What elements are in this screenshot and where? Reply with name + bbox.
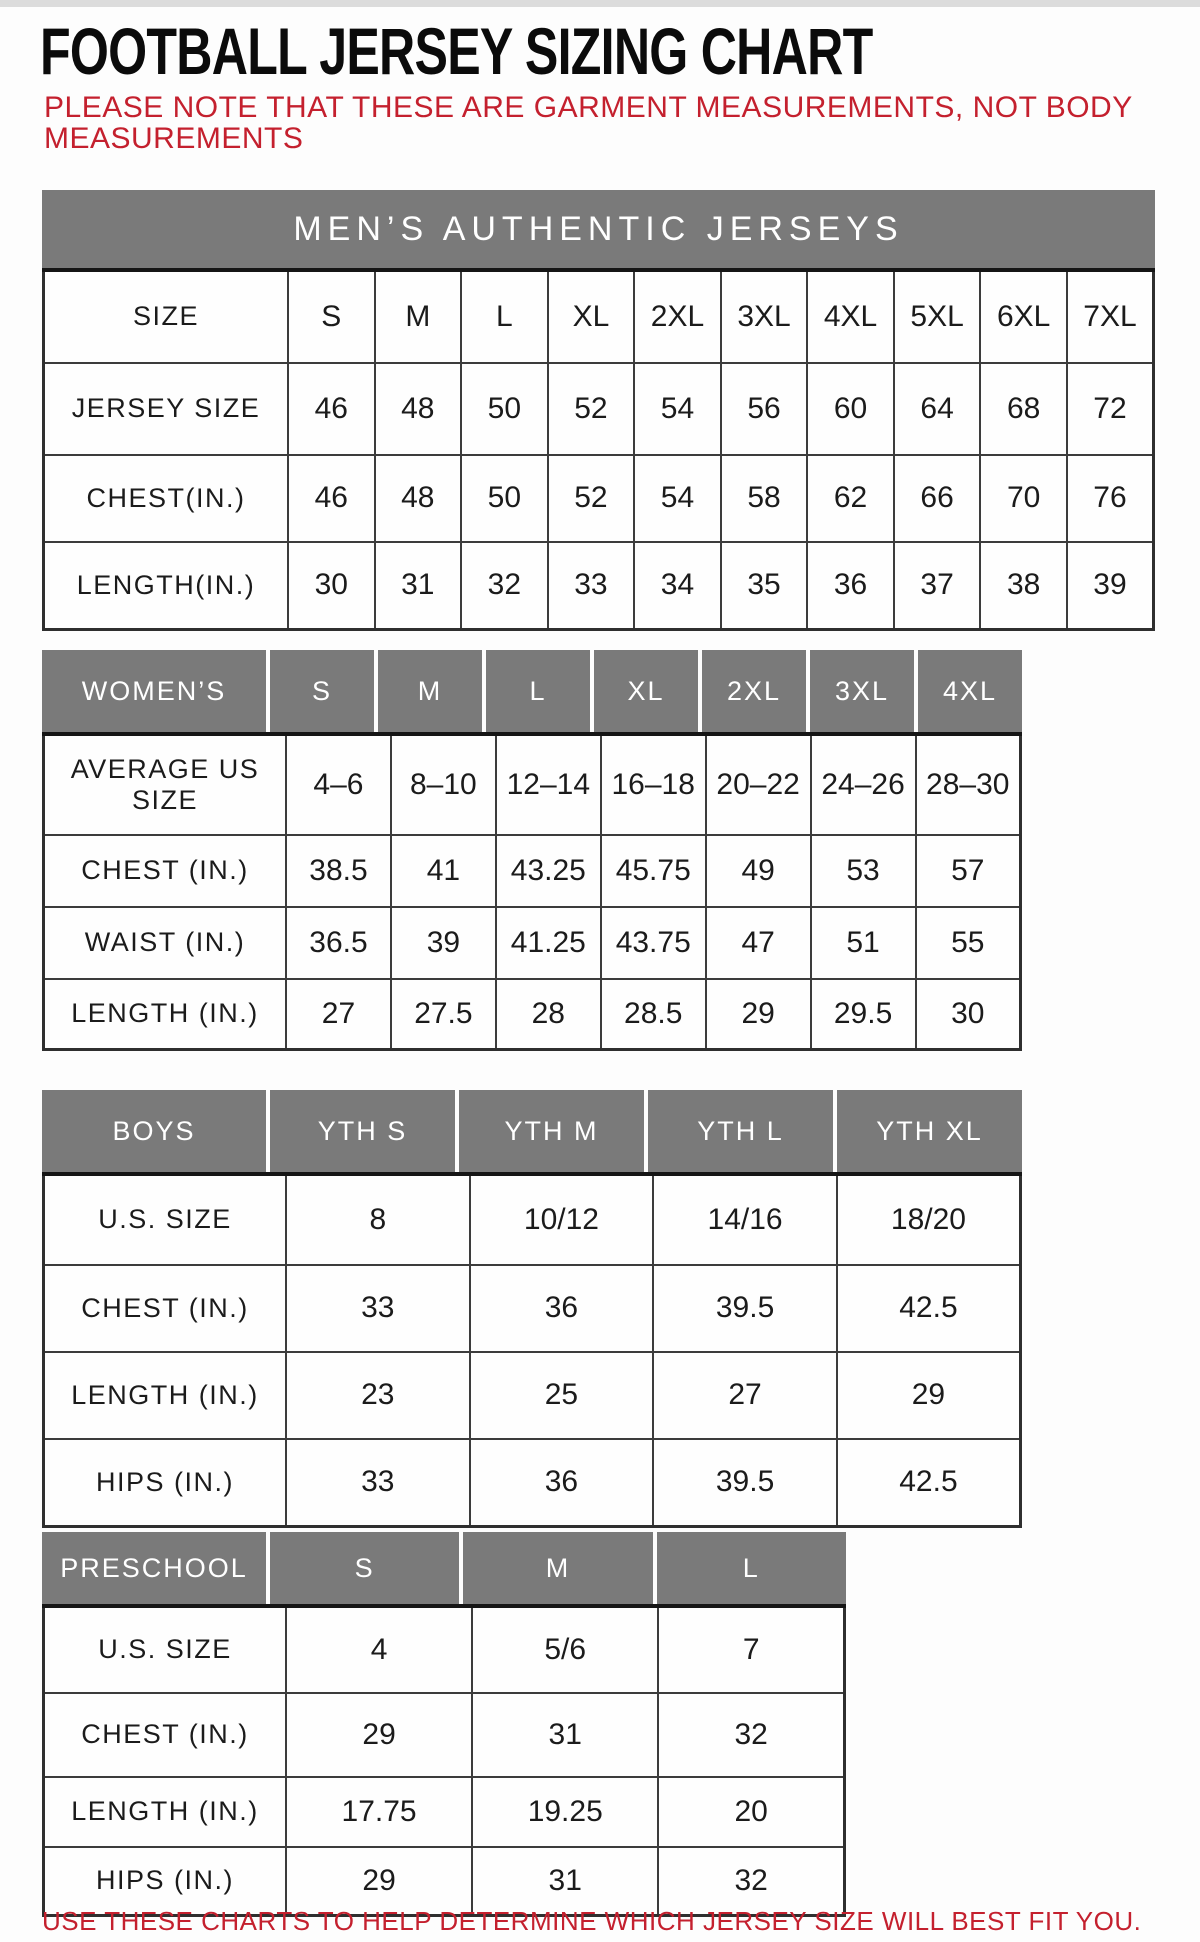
- cell: 39: [1067, 542, 1154, 630]
- cell: 31: [472, 1693, 658, 1777]
- cell: 31: [375, 542, 462, 630]
- mens-table-body: [42, 268, 1155, 631]
- row-label: CHEST (IN.): [44, 835, 287, 907]
- cell: 50: [461, 363, 548, 455]
- cell: 48: [375, 455, 462, 542]
- womens-column-header: 4XL: [914, 650, 1022, 732]
- womens-column-header: L: [482, 650, 590, 732]
- boys-column-header: YTH L: [644, 1090, 833, 1172]
- table-row: [44, 1174, 1021, 1265]
- cell: 68: [980, 363, 1067, 455]
- cell: 28.5: [601, 979, 706, 1050]
- cell: 46: [288, 455, 375, 542]
- cell: 32: [658, 1847, 844, 1916]
- cell: 6XL: [980, 270, 1067, 363]
- womens-column-header: 2XL: [698, 650, 806, 732]
- row-label: U.S. SIZE: [44, 1606, 287, 1693]
- cell: 47: [706, 907, 811, 979]
- cell: 33: [548, 542, 635, 630]
- cell: 42.5: [837, 1265, 1021, 1352]
- cell: L: [461, 270, 548, 363]
- row-label: CHEST (IN.): [44, 1265, 287, 1352]
- cell: 36: [470, 1439, 654, 1527]
- cell: 33: [286, 1439, 470, 1527]
- cell: 38: [980, 542, 1067, 630]
- row-label: JERSEY SIZE: [44, 363, 289, 455]
- cell: 4–6: [286, 734, 391, 835]
- preschool-column-header: S: [266, 1532, 459, 1604]
- row-label: HIPS (IN.): [44, 1439, 287, 1527]
- cell: 14/16: [653, 1174, 837, 1265]
- boys-column-header: YTH S: [266, 1090, 455, 1172]
- cell: 42.5: [837, 1439, 1021, 1527]
- cell: 4XL: [807, 270, 894, 363]
- cell: 16–18: [601, 734, 706, 835]
- cell: 53: [811, 835, 916, 907]
- boys-column-header: YTH XL: [833, 1090, 1022, 1172]
- mens-authentic-jerseys-table: [42, 190, 1155, 631]
- cell: 18/20: [837, 1174, 1021, 1265]
- cell: 5/6: [472, 1606, 658, 1693]
- cell: 29.5: [811, 979, 916, 1050]
- row-label: U.S. SIZE: [44, 1174, 287, 1265]
- row-label: CHEST(IN.): [44, 455, 289, 542]
- womens-column-header: M: [374, 650, 482, 732]
- boys-sizing-table: [42, 1090, 1022, 1528]
- footer-note: USE THESE CHARTS TO HELP DETERMINE WHICH JERSEY SIZE WILL BEST FIT YOU.: [42, 1906, 1142, 1936]
- table-row: [44, 1439, 1021, 1527]
- row-label: LENGTH (IN.): [44, 1352, 287, 1439]
- cell: 50: [461, 455, 548, 542]
- cell: 27: [286, 979, 391, 1050]
- table-row: [44, 363, 1154, 455]
- cell: 66: [894, 455, 981, 542]
- cell: 4: [286, 1606, 472, 1693]
- cell: 38.5: [286, 835, 391, 907]
- cell: 55: [916, 907, 1021, 979]
- cell: 52: [548, 455, 635, 542]
- cell: 48: [375, 363, 462, 455]
- cell: 12–14: [496, 734, 601, 835]
- cell: 29: [706, 979, 811, 1050]
- preschool-sizing-table: [42, 1532, 846, 1917]
- scan-edge-strip: [0, 0, 1200, 7]
- cell: 52: [548, 363, 635, 455]
- cell: 41: [391, 835, 496, 907]
- preschool-header-label: PRESCHOOL: [42, 1532, 266, 1604]
- cell: 32: [658, 1693, 844, 1777]
- cell: 39.5: [653, 1439, 837, 1527]
- row-label: CHEST (IN.): [44, 1693, 287, 1777]
- row-label: SIZE: [44, 270, 289, 363]
- table-row: [44, 835, 1021, 907]
- mens-header-title: MEN’S AUTHENTIC JERSEYS: [42, 190, 1155, 268]
- womens-sizing-table: [42, 650, 1022, 1051]
- cell: 41.25: [496, 907, 601, 979]
- cell: 17.75: [286, 1777, 472, 1847]
- cell: 54: [634, 363, 721, 455]
- cell: 70: [980, 455, 1067, 542]
- cell: 28–30: [916, 734, 1021, 835]
- table-row: [44, 455, 1154, 542]
- cell: M: [375, 270, 462, 363]
- garment-measurements-note: [44, 92, 1133, 154]
- cell: 49: [706, 835, 811, 907]
- cell: 29: [837, 1352, 1021, 1439]
- womens-table-body: [42, 732, 1022, 1051]
- row-label: LENGTH(IN.): [44, 542, 289, 630]
- cell: 29: [286, 1847, 472, 1916]
- cell: 24–26: [811, 734, 916, 835]
- table-row: [44, 1352, 1021, 1439]
- cell: 32: [461, 542, 548, 630]
- cell: 20–22: [706, 734, 811, 835]
- row-label: AVERAGE US SIZE: [44, 734, 287, 835]
- cell: S: [288, 270, 375, 363]
- cell: 28: [496, 979, 601, 1050]
- cell: 2XL: [634, 270, 721, 363]
- table-row: [44, 1777, 845, 1847]
- row-label: LENGTH (IN.): [44, 1777, 287, 1847]
- cell: 45.75: [601, 835, 706, 907]
- cell: 7XL: [1067, 270, 1154, 363]
- cell: 43.75: [601, 907, 706, 979]
- cell: 3XL: [721, 270, 808, 363]
- cell: 64: [894, 363, 981, 455]
- mens-table-header: [42, 190, 1155, 268]
- cell: 8: [286, 1174, 470, 1265]
- womens-header-label: WOMEN’S: [42, 650, 266, 732]
- cell: 43.25: [496, 835, 601, 907]
- row-label: LENGTH (IN.): [44, 979, 287, 1050]
- cell: 34: [634, 542, 721, 630]
- cell: 54: [634, 455, 721, 542]
- cell: 27: [653, 1352, 837, 1439]
- cell: 57: [916, 835, 1021, 907]
- preschool-table-body: [42, 1604, 846, 1917]
- cell: 72: [1067, 363, 1154, 455]
- table-row: [44, 542, 1154, 630]
- cell: 36: [470, 1265, 654, 1352]
- cell: 46: [288, 363, 375, 455]
- boys-table-header: [42, 1090, 1022, 1172]
- cell: 37: [894, 542, 981, 630]
- cell: 39: [391, 907, 496, 979]
- cell: 36: [807, 542, 894, 630]
- preschool-column-header: M: [459, 1532, 652, 1604]
- preschool-column-header: L: [653, 1532, 846, 1604]
- cell: 20: [658, 1777, 844, 1847]
- cell: 30: [916, 979, 1021, 1050]
- cell: 58: [721, 455, 808, 542]
- womens-column-header: XL: [590, 650, 698, 732]
- note-line-1: PLEASE NOTE THAT THESE ARE GARMENT MEASUREMENTS, NOT BODY: [44, 91, 1133, 124]
- cell: 25: [470, 1352, 654, 1439]
- cell: 23: [286, 1352, 470, 1439]
- cell: XL: [548, 270, 635, 363]
- womens-table-header: [42, 650, 1022, 732]
- preschool-table-header: [42, 1532, 846, 1604]
- table-row: [44, 1265, 1021, 1352]
- cell: 30: [288, 542, 375, 630]
- cell: 19.25: [472, 1777, 658, 1847]
- cell: 56: [721, 363, 808, 455]
- cell: 27.5: [391, 979, 496, 1050]
- cell: 36.5: [286, 907, 391, 979]
- cell: 10/12: [470, 1174, 654, 1265]
- cell: 31: [472, 1847, 658, 1916]
- cell: 33: [286, 1265, 470, 1352]
- table-row: [44, 270, 1154, 363]
- cell: 7: [658, 1606, 844, 1693]
- cell: 51: [811, 907, 916, 979]
- cell: 29: [286, 1693, 472, 1777]
- table-row: [44, 1693, 845, 1777]
- page-title: FOOTBALL JERSEY SIZING CHART: [40, 14, 873, 88]
- cell: 35: [721, 542, 808, 630]
- table-row: [44, 979, 1021, 1050]
- womens-column-header: S: [266, 650, 374, 732]
- table-row: [44, 734, 1021, 835]
- boys-header-label: BOYS: [42, 1090, 266, 1172]
- cell: 5XL: [894, 270, 981, 363]
- boys-column-header: YTH M: [455, 1090, 644, 1172]
- note-line-2: MEASUREMENTS: [44, 122, 304, 155]
- table-row: [44, 907, 1021, 979]
- row-label: WAIST (IN.): [44, 907, 287, 979]
- row-label: HIPS (IN.): [44, 1847, 287, 1916]
- cell: 60: [807, 363, 894, 455]
- cell: 39.5: [653, 1265, 837, 1352]
- cell: 76: [1067, 455, 1154, 542]
- boys-table-body: [42, 1172, 1022, 1528]
- cell: 8–10: [391, 734, 496, 835]
- cell: 62: [807, 455, 894, 542]
- womens-column-header: 3XL: [806, 650, 914, 732]
- table-row: [44, 1606, 845, 1693]
